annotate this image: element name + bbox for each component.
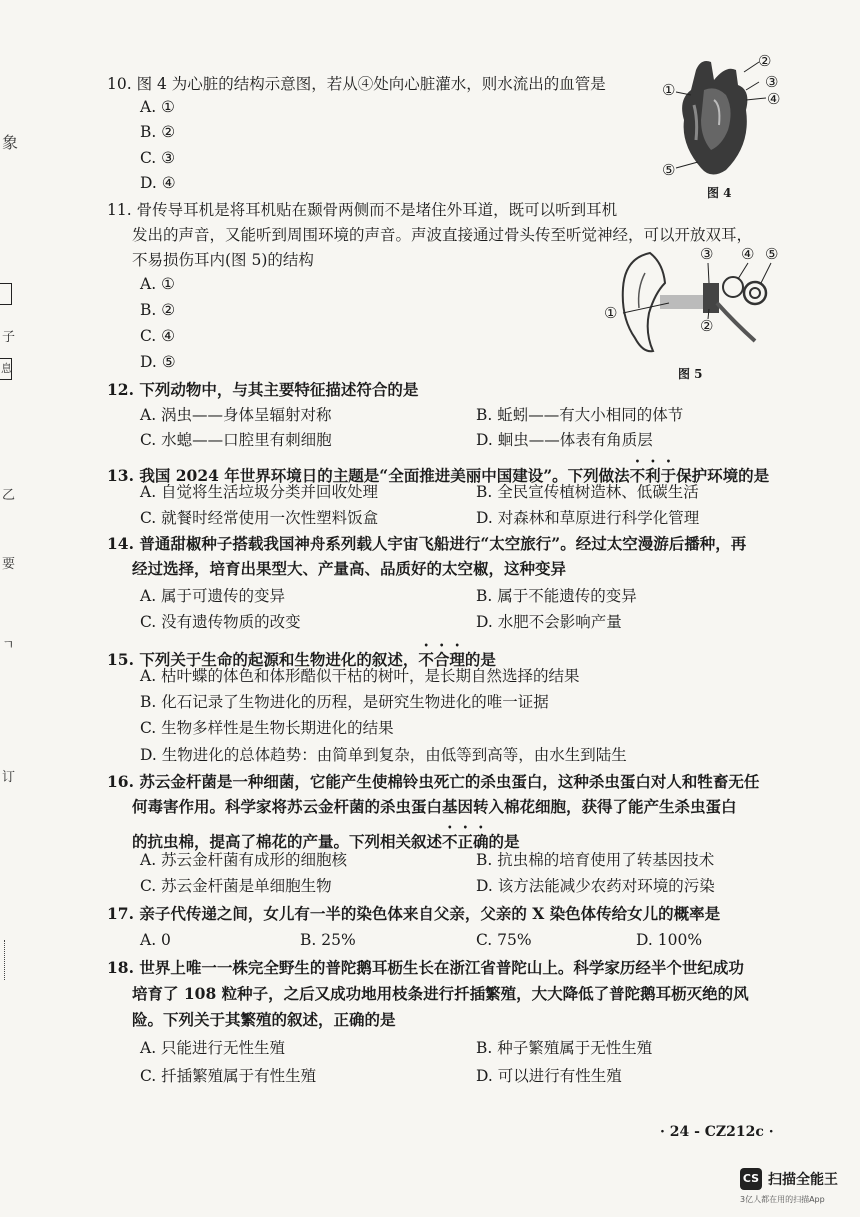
fig5-label-3: ③ bbox=[700, 245, 714, 263]
q13-stem-a: 13. 我国 2024 年世界环境日的主题是“全面推进美丽中国建设”。下列做法 bbox=[107, 466, 630, 485]
q14-option-c: C. 没有遗传物质的改变 bbox=[140, 613, 301, 631]
q15-option-d: D. 生物进化的总体趋势：由简单到复杂，由低等到高等，由水生到陆生 bbox=[140, 746, 627, 764]
q14-line1: 14. 普通甜椒种子搭载我国神舟系列载人宇宙飞船进行“太空旅行”。经过太空漫游后播种，再 bbox=[107, 534, 747, 553]
fig5-label-2: ② bbox=[700, 317, 714, 335]
margin-char: 要 bbox=[2, 557, 16, 572]
q15-stem-c: 的是 bbox=[464, 650, 496, 669]
q17-option-d: D. 100% bbox=[636, 931, 703, 949]
q11-option-c: C. ④ bbox=[140, 327, 176, 345]
q18-line2: 培育了 108 粒种子，之后又成功地用枝条进行扦插繁殖，大大降低了普陀鹅耳枥灭绝的风 bbox=[132, 984, 749, 1003]
q18-line3: 险。下列关于其繁殖的叙述，正确的是 bbox=[132, 1010, 396, 1029]
fig4-label-5: ⑤ bbox=[662, 161, 676, 179]
q11-option-d: D. ⑤ bbox=[140, 353, 176, 371]
q15-stem-a: 15. 下列关于生命的起源和生物进化的叙述， bbox=[107, 650, 419, 669]
q14-line2: 经过选择，培育出果型大、产量高、品质好的太空椒，这种变异 bbox=[132, 559, 567, 578]
q16-line3 bbox=[132, 822, 520, 852]
q16-option-a: A. 苏云金杆菌有成形的细胞核 bbox=[140, 851, 348, 869]
margin-char: 象 bbox=[2, 133, 19, 152]
q16-line2: 何毒害作用。科学家将苏云金杆菌的杀虫蛋白基因转入棉花细胞，获得了能产生杀虫蛋白 bbox=[132, 797, 737, 816]
margin-dotted-line bbox=[4, 940, 6, 980]
scanner-watermark bbox=[740, 1168, 855, 1208]
q13-option-b: B. 全民宣传植树造林、低碳生活 bbox=[476, 483, 699, 501]
q16-option-d: D. 该方法能减少农药对环境的污染 bbox=[476, 877, 715, 895]
q16-line3-a: 的抗虫棉，提高了棉花的产量。下列相关叙述 bbox=[132, 832, 443, 851]
margin-box bbox=[0, 283, 12, 305]
fig4-label-2: ② bbox=[758, 52, 772, 70]
q16-line1: 16. 苏云金杆菌是一种细菌，它能产生使棉铃虫死亡的杀虫蛋白，这种杀虫蛋白对人和牲畜无任 bbox=[107, 772, 760, 791]
q10-option-c: C. ③ bbox=[140, 149, 176, 167]
margin-char: 子 bbox=[2, 330, 16, 345]
q16-line3-emphasis: 不正确 bbox=[442, 832, 489, 851]
scanner-name: 扫描全能王 bbox=[768, 1172, 838, 1188]
margin-char: ㄱ bbox=[2, 638, 15, 653]
q10-option-b: B. ② bbox=[140, 123, 176, 141]
q11-line1: 11. 骨传导耳机是将耳机贴在颞骨两侧而不是堵住外耳道，既可以听到耳机 bbox=[107, 201, 618, 219]
q11-option-a: A. ① bbox=[140, 275, 175, 293]
margin-char: 息 bbox=[1, 362, 12, 375]
q16-line3-c: 的是 bbox=[488, 832, 520, 851]
q15-option-c: C. 生物多样性是生物长期进化的结果 bbox=[140, 719, 394, 737]
q18-option-b: B. 种子繁殖属于无性生殖 bbox=[476, 1039, 653, 1057]
fig4-caption: 图 4 bbox=[707, 186, 732, 200]
q15-option-a: A. 枯叶蝶的体色和体形酷似干枯的树叶，是长期自然选择的结果 bbox=[140, 667, 580, 685]
ear-diagram bbox=[605, 243, 785, 363]
margin-char: 订 bbox=[2, 770, 16, 785]
q10-stem: 10. 图 4 为心脏的结构示意图，若从④处向心脏灌水，则水流出的血管是 bbox=[107, 75, 606, 93]
q12-option-a: A. 涡虫——身体呈辐射对称 bbox=[140, 406, 332, 424]
q12-stem: 12. 下列动物中，与其主要特征描述符合的是 bbox=[107, 380, 419, 399]
q17-option-c: C. 75% bbox=[476, 931, 532, 949]
q15-stem-emphasis: 不合理 bbox=[418, 650, 465, 669]
q14-option-d: D. 水肥不会影响产量 bbox=[476, 613, 622, 631]
fig5-caption: 图 5 bbox=[678, 367, 703, 381]
fig4-label-4: ④ bbox=[767, 90, 781, 108]
q13-stem-c: 保护环境的是 bbox=[676, 466, 770, 485]
fig5-label-4: ④ bbox=[741, 245, 755, 263]
q10-option-a: A. ① bbox=[140, 98, 175, 116]
q17-stem: 17. 亲子代传递之间，女儿有一半的染色体来自父亲，父亲的 X 染色体传给女儿的概率是 bbox=[107, 904, 721, 923]
q18-option-a: A. 只能进行无性生殖 bbox=[140, 1039, 286, 1057]
q14-option-a: A. 属于可遗传的变异 bbox=[140, 587, 286, 605]
q12-option-c: C. 水螅——口腔里有刺细胞 bbox=[140, 431, 332, 449]
scanner-tagline: 3亿人都在用的扫描App bbox=[740, 1195, 825, 1204]
q16-option-b: B. 抗虫棉的培育使用了转基因技术 bbox=[476, 851, 715, 869]
fig5-label-5: ⑤ bbox=[765, 245, 779, 263]
q17-option-a: A. 0 bbox=[140, 931, 171, 949]
q12-option-d: D. 蛔虫——体表有角质层 bbox=[476, 431, 653, 449]
q14-option-b: B. 属于不能遗传的变异 bbox=[476, 587, 637, 605]
q11-line3: 不易损伤耳内(图 5)的结构 bbox=[132, 251, 314, 269]
q13-option-d: D. 对森林和草原进行科学化管理 bbox=[476, 509, 700, 527]
margin-char: 乙 bbox=[2, 488, 16, 503]
page-code: · 24 - CZ212c · bbox=[660, 1124, 774, 1140]
q12-option-b: B. 蚯蚓——有大小相同的体节 bbox=[476, 406, 684, 424]
q11-line2: 发出的声音，又能听到周围环境的声音。声波直接通过骨头传至听觉神经，可以开放双耳， bbox=[132, 226, 753, 244]
q13-stem-emphasis: 不利于 bbox=[629, 466, 677, 485]
q17-option-b: B. 25% bbox=[300, 931, 356, 949]
q15-option-b: B. 化石记录了生物进化的历程，是研究生物进化的唯一证据 bbox=[140, 693, 549, 711]
q18-line1: 18. 世界上唯一一株完全野生的普陀鹅耳枥生长在浙江省普陀山上。科学家历经半个世纪成功 bbox=[107, 958, 744, 977]
q16-option-c: C. 苏云金杆菌是单细胞生物 bbox=[140, 877, 332, 895]
q10-option-d: D. ④ bbox=[140, 174, 176, 192]
q11-option-b: B. ② bbox=[140, 301, 176, 319]
fig4-label-1: ① bbox=[662, 81, 676, 99]
q13-option-c: C. 就餐时经常使用一次性塑料饭盒 bbox=[140, 509, 379, 527]
q13-option-a: A. 自觉将生活垃圾分类并回收处理 bbox=[140, 483, 379, 501]
scanner-logo-icon: CS bbox=[740, 1168, 762, 1190]
q18-option-d: D. 可以进行有性生殖 bbox=[476, 1067, 622, 1085]
q18-option-c: C. 扦插繁殖属于有性生殖 bbox=[140, 1067, 317, 1085]
fig5-label-1: ① bbox=[604, 304, 618, 322]
fig4-label-3: ③ bbox=[765, 73, 779, 91]
